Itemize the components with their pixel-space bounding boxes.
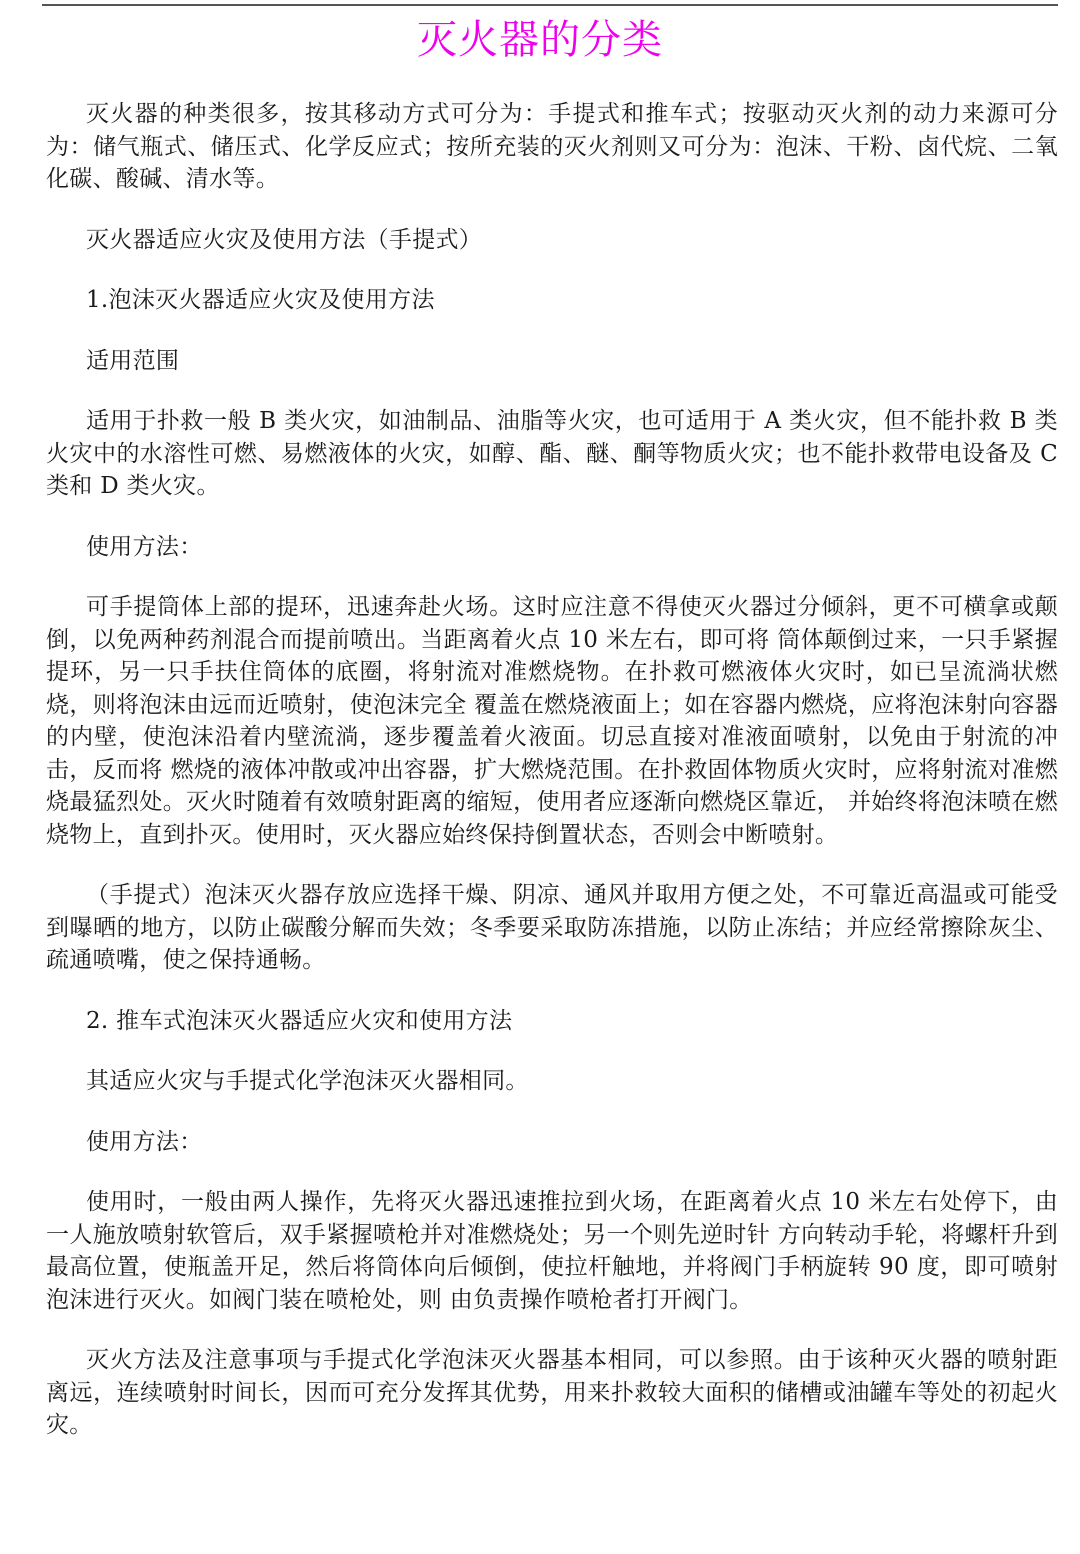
paragraph-storage: （手提式）泡沫灭火器存放应选择干燥、阴凉、通风并取用方便之处，不可靠近高温或可能受到曝晒的地方，以防止碳酸分解而失效；冬季要采取防冻措施，以防止冻结；并应经常擦除灰尘、疏通喷嘴，使之保持通畅。 [46, 882, 1058, 973]
label-usage: 使用方法： [86, 533, 203, 560]
subsection-heading-cart: 2. 推车式泡沫灭火器适应火灾和使用方法 [86, 1007, 513, 1034]
label-scope: 适用范围 [86, 347, 180, 374]
paragraph-cart-scope: 其适应火灾与手提式化学泡沫灭火器相同。 [86, 1068, 529, 1094]
paragraph-notes: 灭火方法及注意事项与手提式化学泡沫灭火器基本相同，可以参照。由于该种灭火器的喷射距离远，连续喷射时间长，因而可充分发挥其优势，用来扑救较大面积的储槽或油罐车等处的初起火灾。 [46, 1347, 1058, 1438]
paragraph-usage-cart: 使用时，一般由两人操作，先将灭火器迅速推拉到火场，在距离着火点 10 米左右处停下，由一人施放喷射软管后，双手紧握喷枪并对准燃烧处；另一个则先逆时针 方向转动手轮，将螺杆升到最高位置，使瓶盖开足，然后将筒体向后倾倒，使拉杆触地，并将阀门手柄旋转 90 度，即可喷射泡沫进行灭火。如阀门装在喷枪处，则 由负责操作喷枪者打开阀门。 [46, 1189, 1058, 1313]
document-title: 灭火器的分类 [417, 17, 663, 63]
paragraph-intro: 灭火器的种类很多，按其移动方式可分为：手提式和推车式；按驱动灭火剂的动力来源可分为：储气瓶式、储压式、化学反应式；按所充装的灭火剂则又可分为：泡沫、干粉、卤代烷、二氧化碳、酸碱、清水等。 [46, 101, 1058, 192]
top-rule [42, 4, 1058, 6]
label-usage-cart: 使用方法： [86, 1128, 203, 1155]
paragraph-scope: 适用于扑救一般 B 类火灾，如油制品、油脂等火灾，也可适用于 A 类火灾，但不能扑救 B 类火灾中的水溶性可燃、易燃液体的火灾，如醇、酯、醚、酮等物质火灾；也不能扑救带电设备及 C 类和 D 类火灾。 [46, 408, 1058, 499]
subsection-heading-foam: 1.泡沫灭火器适应火灾及使用方法 [86, 287, 435, 313]
document-body [46, 98, 1058, 1470]
section-heading-handheld: 灭火器适应火灾及使用方法（手提式） [86, 226, 483, 253]
paragraph-usage-handheld: 可手提筒体上部的提环，迅速奔赴火场。这时应注意不得使灭火器过分倾斜，更不可横拿或颠倒，以免两种药剂混合而提前喷出。当距离着火点 10 米左右，即可将 筒体颠倒过来，一只手紧握提环，另一只手扶住筒体的底圈，将射流对准燃烧物。在扑救可燃液体火灾时，如已呈流淌状燃烧，则将泡沫由远而近喷射，使泡沫完全 覆盖在燃烧液面上；如在容器内燃烧，应将泡沫射向容器的内壁，使泡沫沿着内壁流淌，逐步覆盖着火液面。切忌直接对准液面喷射，以免由于射流的冲击，反而将 燃烧的液体冲散或冲出容器，扩大燃烧范围。在扑救固体物质火灾时，应将射流对准燃烧最猛烈处。灭火时随着有效喷射距离的缩短，使用者应逐渐向燃烧区靠近， 并始终将泡沫喷在燃烧物上，直到扑灭。使用时，灭火器应始终保持倒置状态，否则会中断喷射。 [46, 594, 1058, 848]
